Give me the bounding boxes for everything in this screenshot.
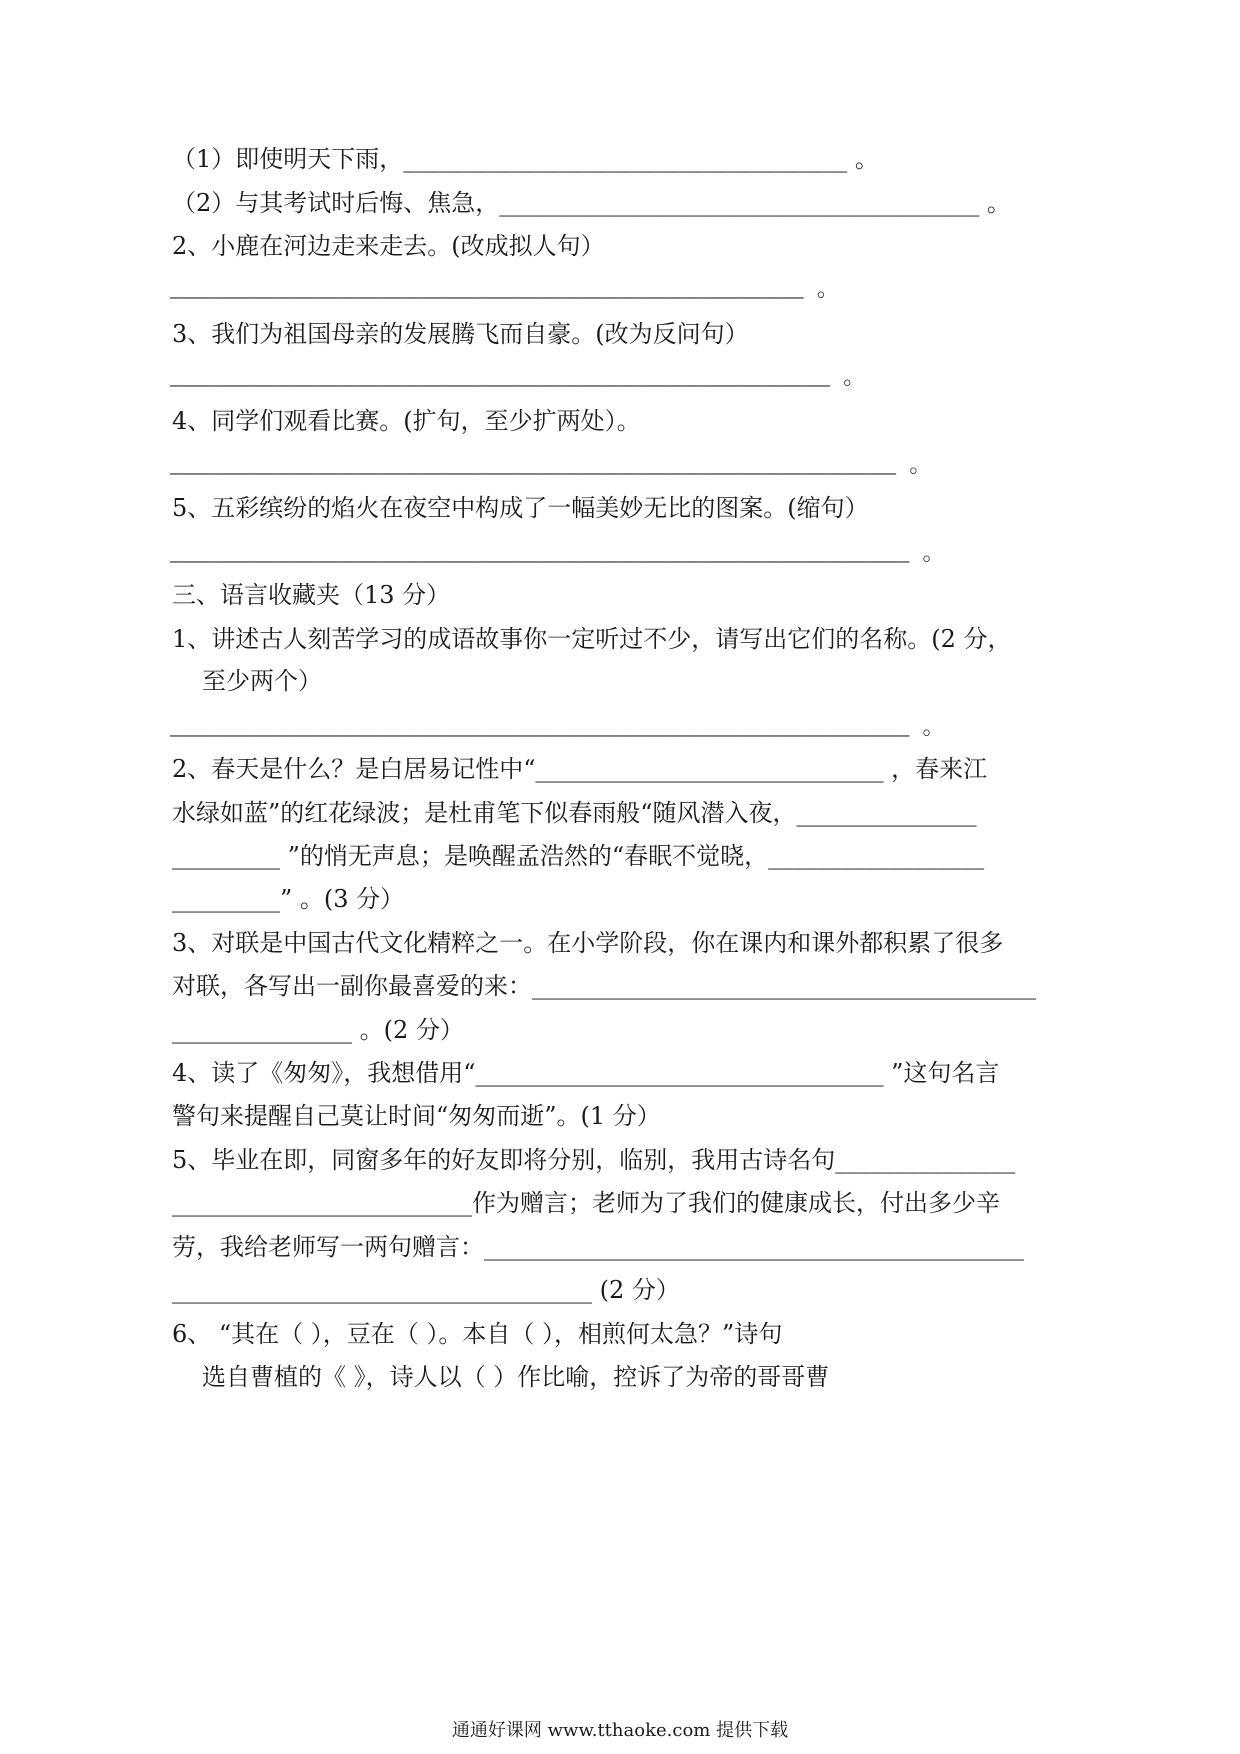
section-3-q5-line2: _________________________作为赠言；老师为了我们的健康成长，付出多少辛 <box>172 1189 1000 1217</box>
section-3-q6-line2: 选自曹植的《 》，诗人以（ ）作比喻，控诉了为帝的哥哥曹 <box>202 1363 830 1391</box>
answer-line[interactable]: _______________________________________________________ 。 <box>170 454 932 479</box>
section-3-q4-line2: 警句来提醒自己莫让时间“匆匆而逝”。(1 分） <box>172 1102 661 1130</box>
section-3-q2-line4: _________” 。(3 分） <box>172 885 405 913</box>
section-3-q5-line4: ___________________________________ (2 分） <box>172 1276 680 1304</box>
section-3-q6-line1: 6、 “其在（ ），豆在（ ）。本自（ ），相煎何太急？”诗句 <box>172 1320 783 1348</box>
section-3-q3-line2: 对联，各写出一副你最喜爱的来：__________________________________________ <box>172 972 1036 1000</box>
question-1-1-fill: （1）即使明天下雨，_____________________________________ 。 <box>172 145 879 173</box>
answer-line[interactable]: __________________________________________________ 。 <box>170 366 866 391</box>
section-3-q2-line2: 水绿如蓝”的红花绿波；是杜甫笔下似春雨般“随风潜入夜，_______________ <box>172 799 977 827</box>
section-3-q4-line1: 4、读了《匆匆》，我想借用“__________________________________ ”这句名言 <box>172 1059 1000 1087</box>
answer-line[interactable]: ________________________________________________________ 。 <box>170 716 945 741</box>
section-3-q5-line1: 5、毕业在即，同窗多年的好友即将分别，临别，我用古诗名句_______________ <box>172 1146 1016 1174</box>
section-3-q1-prompt-cont: 至少两个） <box>202 667 322 695</box>
section-3-heading: 三、语言收藏夹（13 分） <box>172 581 451 609</box>
answer-line[interactable]: ________________________________________________________ 。 <box>170 542 945 567</box>
question-4-prompt: 4、同学们观看比赛。(扩句，至少扩两处）。 <box>172 407 641 435</box>
section-3-q3-line1: 3、对联是中国古代文化精粹之一。在小学阶段，你在课内和课外都积累了很多 <box>172 929 1004 957</box>
section-3-q2-line3: _________ ”的悄无声息；是唤醒孟浩然的“春眠不觉晓，__________________ <box>172 842 985 870</box>
question-2-prompt: 2、小鹿在河边走来走去。(改成拟人句） <box>172 232 605 260</box>
question-3-prompt: 3、我们为祖国母亲的发展腾飞而自豪。(改为反问句） <box>172 320 749 348</box>
answer-line[interactable]: ________________________________________________ 。 <box>170 278 839 303</box>
question-5-prompt: 5、五彩缤纷的焰火在夜空中构成了一幅美妙无比的图案。(缩句） <box>172 494 869 522</box>
question-1-2-fill: （2）与其考试时后悔、焦急，________________________________________ 。 <box>172 189 1011 217</box>
section-3-q5-line3: 劳，我给老师写一两句赠言：_____________________________________________ <box>172 1233 1024 1261</box>
section-3-q1-prompt: 1、讲述古人刻苦学习的成语故事你一定听过不少，请写出它们的名称。(2 分， <box>172 625 1012 653</box>
footer-credit: 通通好课网 www.tthaoke.com 提供下载 <box>451 1720 789 1741</box>
section-3-q2-line1: 2、春天是什么？是白居易记性中“_____________________________ ，春来江 <box>172 755 988 783</box>
section-3-q3-line3: _______________ 。(2 分） <box>172 1016 464 1044</box>
